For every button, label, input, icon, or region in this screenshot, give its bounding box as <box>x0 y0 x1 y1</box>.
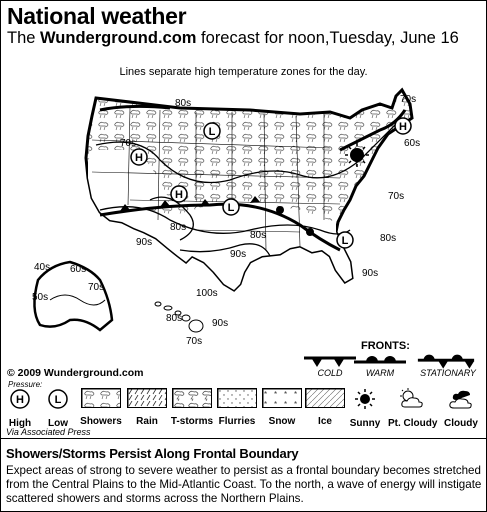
legend-label: Showers <box>80 416 122 427</box>
partly-cloudy-icon <box>397 388 427 410</box>
divider <box>0 438 487 439</box>
legend-rain <box>126 388 168 427</box>
story-body: Expect areas of strong to severe weather to persist as a frontal boundary becomes stretched from the Central Plains to the Mid-Atlantic Coast. To the north, a wave of energy will instigate scattered showers and storms across the Northern Plains. <box>6 464 482 505</box>
snow-swatch <box>262 388 302 408</box>
fronts-title: FRONTS: <box>361 340 410 352</box>
legend-pt-cloudy <box>388 388 436 429</box>
legend-label: Pt. Cloudy <box>388 418 438 429</box>
us-weather-map <box>0 80 487 370</box>
temp-label: 100s <box>196 288 218 299</box>
temp-label: 90s <box>212 318 229 329</box>
temp-label: 70s <box>88 282 105 293</box>
map-marker-l1: L <box>208 126 216 138</box>
temp-label: 70s <box>388 191 405 202</box>
temp-label: 80s <box>380 233 397 244</box>
legend-tstorms <box>170 388 214 427</box>
temp-label: 90s <box>230 249 247 260</box>
subtitle-brand: Wunderground.com <box>40 29 197 47</box>
map-marker-h1: H <box>135 152 143 164</box>
legend <box>0 384 487 429</box>
legend-label: Rain <box>136 416 158 427</box>
warm-front-label: WARM <box>365 368 395 378</box>
temp-label: 80s <box>250 230 267 241</box>
high-symbol: H <box>16 394 24 406</box>
legend-snow <box>261 388 303 427</box>
legend-low <box>44 388 72 429</box>
legend-label: Ice <box>318 416 332 427</box>
subtitle-suffix: forecast for noon,Tuesday, June 16 <box>196 29 459 47</box>
temp-label: 70s <box>400 94 417 105</box>
legend-sunny <box>348 388 382 429</box>
temp-label: 60s <box>404 138 421 149</box>
sun-icon <box>353 388 377 410</box>
legend-label: Low <box>48 418 68 429</box>
cloudy-icon <box>446 388 476 410</box>
temp-label: 80s <box>170 222 187 233</box>
story-headline: Showers/Storms Persist Along Frontal Boundary <box>6 446 299 461</box>
legend-flurries <box>216 388 258 427</box>
map-note: Lines separate high temperature zones for the day. <box>119 66 368 78</box>
map-marker-l3: L <box>341 235 349 247</box>
map-marker-h2: H <box>175 189 183 201</box>
page-subtitle <box>7 29 459 48</box>
low-symbol: L <box>54 394 62 406</box>
copyright: © 2009 Wunderground.com <box>7 367 144 379</box>
flurries-swatch <box>217 388 257 408</box>
legend-label: Snow <box>268 416 296 427</box>
low-pressure-icon <box>47 388 69 410</box>
temp-label: 80s <box>166 313 183 324</box>
credit: Via Associated Press <box>6 427 91 437</box>
temp-label: 50s <box>32 292 49 303</box>
legend-cloudy <box>440 388 482 429</box>
legend-label: Cloudy <box>444 418 478 429</box>
tstorms-swatch <box>172 388 212 408</box>
map-marker-h3: H <box>399 121 407 133</box>
legend-high <box>6 388 34 429</box>
subtitle-prefix: The <box>7 29 41 47</box>
temp-label: 70s <box>120 138 137 149</box>
map-marker-l2: L <box>227 202 235 214</box>
legend-label: Flurries <box>218 416 256 427</box>
legend-label: High <box>8 418 32 429</box>
cold-front-label: COLD <box>317 368 343 378</box>
legend-ice <box>304 388 346 427</box>
pressure-legend-label: Pressure: <box>8 380 43 389</box>
high-pressure-icon <box>9 388 31 410</box>
temp-label: 40s <box>34 262 51 273</box>
temp-label: 80s <box>175 98 192 109</box>
ice-swatch <box>305 388 345 408</box>
legend-showers <box>80 388 122 427</box>
temp-label: 60s <box>70 264 87 275</box>
rain-swatch <box>127 388 167 408</box>
page-title: National weather <box>7 3 187 29</box>
legend-label: Sunny <box>349 418 381 429</box>
temp-label: 70s <box>186 336 203 347</box>
legend-label: T-storms <box>170 416 214 427</box>
stationary-front-label: STATIONARY <box>420 368 476 378</box>
temp-label: 90s <box>362 268 379 279</box>
temp-label: 90s <box>136 237 153 248</box>
showers-swatch <box>81 388 121 408</box>
